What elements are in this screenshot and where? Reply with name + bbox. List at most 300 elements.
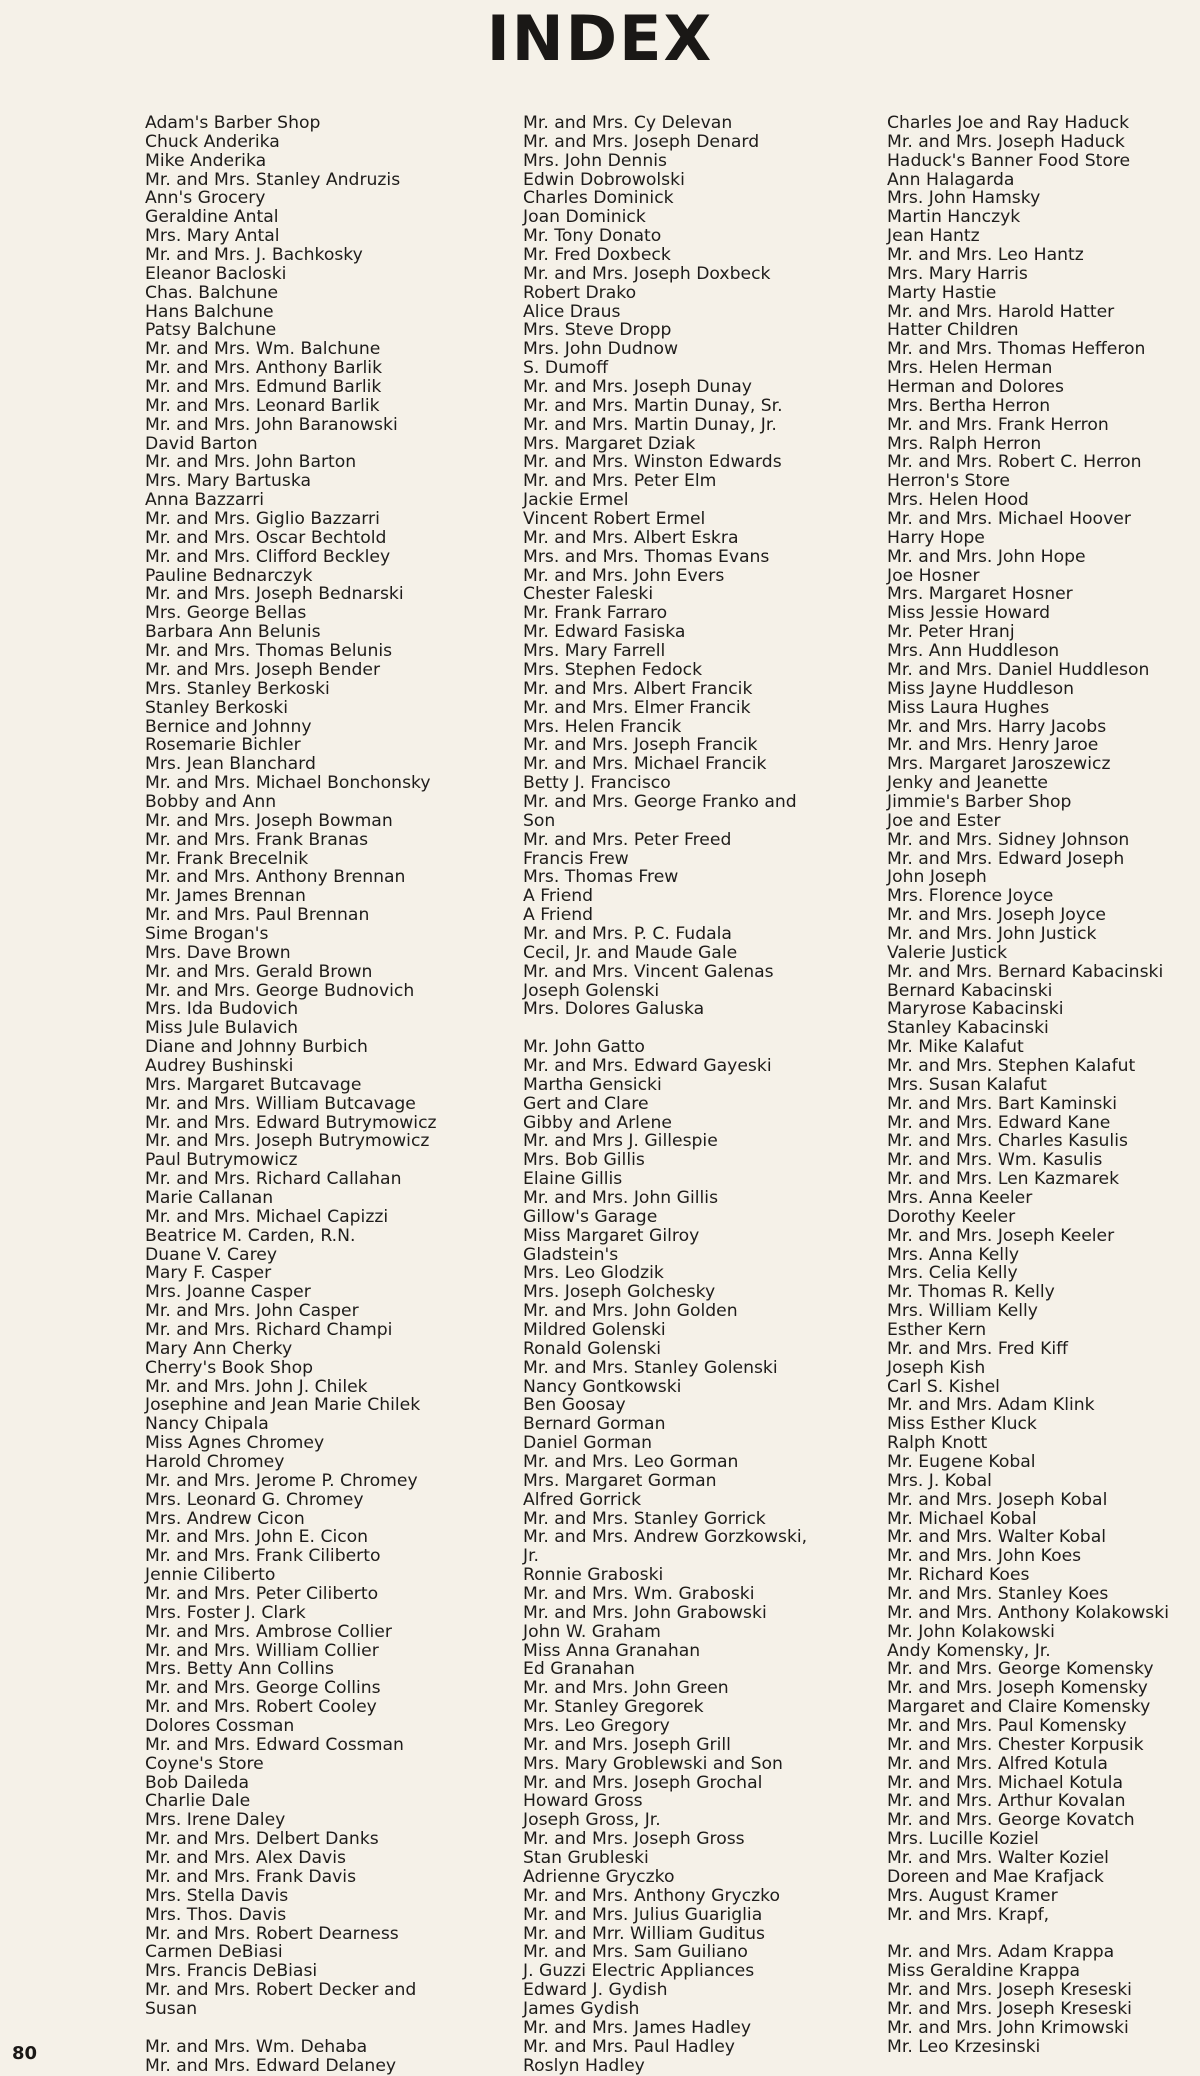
index-entry: John Joseph — [887, 867, 987, 888]
index-entry: Mr. and Mrs. Andrew Gorzkowski, — [523, 1527, 808, 1548]
index-entry: Mr. and Mrs. Michael Bonchonsky — [145, 773, 431, 794]
index-entry: Mr. Tony Donato — [523, 226, 662, 247]
index-entry: Mrs. John Hamsky — [887, 188, 1041, 209]
index-entry: Ronnie Graboski — [523, 1565, 664, 1586]
index-entry: Mr. and Mrs. Joseph Haduck — [887, 131, 1125, 152]
index-entry: Mr. and Mrr. William Guditus — [523, 1923, 765, 1944]
index-entry: Miss Jayne Huddleson — [887, 678, 1075, 699]
index-entry: Eleanor Bacloski — [145, 263, 287, 284]
index-entry: Mrs. John Dennis — [523, 150, 667, 171]
index-entry: Mr. and Mrs. J. Bachkosky — [145, 245, 363, 266]
index-entry: Chester Faleski — [523, 584, 654, 605]
index-entry: Mr. and Mrs. Robert Cooley — [145, 1697, 377, 1718]
index-entry: Gladstein's — [523, 1244, 619, 1265]
index-entry: Herman and Dolores — [887, 377, 1064, 398]
index-entry: Mrs. Margaret Butcavage — [145, 1074, 362, 1095]
index-entry: Mrs. Helen Francik — [523, 716, 682, 737]
index-entry: Mr. and Mrs. Joseph Grill — [523, 1734, 731, 1755]
index-entry: Susan — [145, 1998, 198, 2019]
index-entry: Mr. Mike Kalafut — [887, 1037, 1024, 1058]
index-entry: Mrs. Joanne Casper — [145, 1282, 311, 1303]
index-entry: Mr. and Mrs. Delbert Danks — [145, 1829, 379, 1850]
index-entry: Mr. and Mrs. Wm. Balchune — [145, 339, 381, 360]
index-entry: Stanley Berkoski — [145, 697, 289, 718]
index-entry: Mildred Golenski — [523, 1320, 666, 1340]
index-entry: Jimmie's Barber Shop — [887, 791, 1072, 812]
index-entry: Mrs. Stanley Berkoski — [145, 678, 330, 699]
index-entry: Mr. and Mrs. Len Kazmarek — [887, 1169, 1120, 1190]
index-entry: Joe Hosner — [887, 565, 980, 586]
index-entry: Mrs. Susan Kalafut — [887, 1074, 1047, 1095]
index-entry: Mrs. and Mrs. Thomas Evans — [523, 546, 770, 567]
index-entry: Mr. and Mrs. Sidney Johnson — [887, 829, 1130, 850]
index-entry: Maryrose Kabacinski — [887, 999, 1064, 1020]
index-entry: Mr. and Mrs. John Hope — [887, 546, 1086, 567]
index-entry: Mr. and Mrs. William Collier — [145, 1640, 379, 1661]
index-entry: Mr. and Mrs. Joseph Bednarski — [145, 584, 404, 605]
index-entry: Mr. and Mrs. Frank Davis — [145, 1866, 357, 1887]
index-entry: Mr. and Mrs. Giglio Bazzarri — [145, 509, 380, 530]
index-entry: Mr. and Mrs. Alfred Kotula — [887, 1753, 1108, 1774]
index-entry: Martha Gensicki — [523, 1074, 662, 1095]
index-entry: Mr. Thomas R. Kelly — [887, 1282, 1055, 1303]
index-entry: Mr. and Mrs. Wm. Graboski — [523, 1584, 755, 1605]
index-entry: Harold Chromey — [145, 1452, 285, 1473]
index-entry: Mr. and Mrs. Joseph Denard — [523, 131, 760, 152]
index-entry: Esther Kern — [887, 1320, 987, 1340]
index-entry: Pauline Bednarczyk — [145, 565, 313, 586]
index-entry: Charlie Dale — [145, 1791, 251, 1812]
index-entry: Mr. and Mrs. Frank Branas — [145, 829, 369, 850]
index-entry: Roslyn Hadley — [523, 2055, 645, 2076]
index-entry: Mr. and Mrs. George Collins — [145, 1678, 381, 1699]
index-entry: Mr. and Mrs. Bart Kaminski — [887, 1093, 1118, 1114]
index-entry: Mr. and Mrs. Martin Dunay, Sr. — [523, 395, 783, 416]
index-entry: Jennie Ciliberto — [145, 1565, 276, 1586]
index-entry: Mrs. Anna Keeler — [887, 1187, 1033, 1208]
index-entry: Mr. and Mrs. John Barton — [145, 452, 357, 473]
index-entry: Mr. and Mrs. Edmund Barlik — [145, 377, 382, 398]
index-entry: Robert Drako — [523, 282, 637, 303]
index-entry: Ralph Knott — [887, 1433, 988, 1454]
index-entry: Mr. and Mrs. Peter Ciliberto — [145, 1584, 379, 1605]
index-entry: Mr. and Mrs. Paul Komensky — [887, 1716, 1127, 1737]
index-entry: Josephine and Jean Marie Chilek — [145, 1395, 421, 1416]
index-entry: Chuck Anderika — [145, 131, 280, 152]
index-entry: Mr. and Mrs. Anthony Kolakowski — [887, 1602, 1169, 1623]
index-entry: Mrs. Lucille Koziel — [887, 1829, 1039, 1850]
index-entry: Mr. and Mrs. Anthony Barlik — [145, 358, 383, 379]
index-entry: Adrienne Gryczko — [523, 1866, 675, 1887]
index-entry: Mrs. August Kramer — [887, 1885, 1058, 1906]
index-entry: Diane and Johnny Burbich — [145, 1037, 368, 1058]
index-entry: Joe and Ester — [887, 810, 1001, 831]
index-entry: Mike Anderika — [145, 150, 267, 171]
index-entry: Mr. and Mrs. Edward Joseph — [887, 848, 1125, 869]
index-entry: Mr. and Mrs. Cy Delevan — [523, 113, 733, 133]
index-entry: Ronald Golenski — [523, 1338, 662, 1359]
index-entry: Alice Draus — [523, 301, 621, 322]
index-entry: Mrs. Leo Glodzik — [523, 1263, 664, 1284]
index-entry: Mr. and Mrs. Joseph Kreseski — [887, 1998, 1132, 2019]
index-entry: Mr. and Mrs. George Komensky — [887, 1659, 1154, 1680]
index-entry: Mrs. Mary Farrell — [523, 641, 666, 662]
index-entry: Patsy Balchune — [145, 320, 277, 341]
index-entry: Mr. and Mrs. Bernard Kabacinski — [887, 961, 1164, 982]
index-entry: Mr. Fred Doxbeck — [523, 245, 671, 266]
index-entry: Jean Hantz — [887, 226, 980, 247]
index-entry: Dolores Cossman — [145, 1716, 295, 1737]
index-entry: Mr. and Mrs. Joseph Butrymowicz — [145, 1131, 430, 1152]
index-entry: Ben Goosay — [523, 1395, 626, 1416]
index-entry: Mr. Peter Hranj — [887, 622, 1015, 643]
index-entry: Ed Granahan — [523, 1659, 635, 1680]
index-entry: Mary F. Casper — [145, 1263, 272, 1284]
page-title: INDEX — [486, 2, 714, 75]
index-entry: Mr. and Mrs. Edward Cossman — [145, 1734, 404, 1755]
index-entry: Mr. and Mrs. Chester Korpusik — [887, 1734, 1144, 1755]
index-entry: Mary Ann Cherky — [145, 1338, 293, 1359]
index-entry: Bernice and Johnny — [145, 716, 312, 737]
index-entry: Miss Jule Bulavich — [145, 1018, 299, 1039]
index-entry: Miss Esther Kluck — [887, 1414, 1037, 1435]
index-entry: Mr. and Mrs. Daniel Huddleson — [887, 659, 1150, 680]
index-entry: Mrs. Bertha Herron — [887, 395, 1051, 416]
index-entry: Mr. Richard Koes — [887, 1565, 1030, 1586]
index-entry: Mr. James Brennan — [145, 886, 306, 907]
index-entry: Mr. and Mrs. Richard Callahan — [145, 1169, 402, 1190]
index-entry: Mr. and Mrs. Michael Hoover — [887, 509, 1131, 530]
index-entry: Nancy Chipala — [145, 1414, 269, 1435]
index-entry: Mrs. J. Kobal — [887, 1470, 992, 1491]
index-entry: Mr. and Mrs. Stanley Golenski — [523, 1357, 778, 1378]
index-entry: Anna Bazzarri — [145, 490, 265, 511]
index-entry: Mr. and Mrs. John Evers — [523, 565, 725, 586]
index-entry: Stanley Kabacinski — [887, 1018, 1049, 1039]
index-entry: Mrs. Mary Harris — [887, 263, 1028, 284]
index-entry: Valerie Justick — [887, 942, 1008, 963]
index-entry: Mrs. Joseph Golchesky — [523, 1282, 716, 1303]
index-entry: Mr. and Mrs. Krapf, — [887, 1904, 1050, 1925]
index-entry: Mr. Leo Krzesinski — [887, 2036, 1041, 2057]
index-entry: Mr. and Mrs. Wm. Dehaba — [145, 2036, 368, 2057]
index-entry: Joseph Gross, Jr. — [523, 1810, 661, 1831]
index-entry: David Barton — [145, 433, 258, 454]
index-entry: Harry Hope — [887, 527, 985, 548]
index-entry: Mrs. John Dudnow — [523, 339, 679, 360]
index-entry: Ann's Grocery — [145, 188, 266, 209]
index-entry: Mr. and Mrs. Stanley Gorrick — [523, 1508, 766, 1529]
index-entry: Mr. and Mrs. William Butcavage — [145, 1093, 416, 1114]
index-entry: Mr. and Mrs. Walter Kobal — [887, 1527, 1107, 1548]
index-entry: Mr. and Mrs. John E. Cicon — [145, 1527, 369, 1548]
index-entry: Howard Gross — [523, 1791, 643, 1812]
index-entry: Mr. and Mrs. Joseph Francik — [523, 735, 758, 756]
index-entry: Mrs. Florence Joyce — [887, 886, 1054, 907]
index-entry: Mr. and Mrs. George Budnovich — [145, 980, 415, 1001]
index-entry: John W. Graham — [523, 1621, 661, 1642]
index-entry: Mr. and Mrs. Robert C. Herron — [887, 452, 1142, 473]
index-entry: Joseph Golenski — [523, 980, 660, 1001]
index-entry: Miss Jessie Howard — [887, 603, 1051, 624]
index-entry: Mr. and Mrs. Sam Guiliano — [523, 1942, 748, 1963]
index-entry: A Friend — [523, 905, 594, 926]
index-entry: Carl S. Kishel — [887, 1376, 1000, 1397]
index-entry: Mrs. Celia Kelly — [887, 1263, 1018, 1284]
index-entry: Mr. and Mrs. Joseph Keeler — [887, 1225, 1115, 1246]
index-entry: Mrs. Helen Herman — [887, 358, 1053, 379]
index-entry: Mr. and Mrs. John Green — [523, 1678, 729, 1699]
index-entry: Mrs. Ida Budovich — [145, 999, 299, 1020]
index-entry: Mr. and Mrs. Stanley Andruzis — [145, 169, 401, 190]
index-entry: Jackie Ermel — [523, 490, 629, 511]
index-entry: Mr. and Mrs. John Grabowski — [523, 1602, 767, 1623]
index-entry: Mrs. Mary Bartuska — [145, 471, 312, 492]
index-entry: Son — [523, 810, 556, 831]
index-entry: Mr. and Mrs. Harold Hatter — [887, 301, 1115, 322]
index-entry: Mr. and Mrs. Clifford Beckley — [145, 546, 391, 567]
index-entry: Mr. and Mrs. Albert Eskra — [523, 527, 739, 548]
index-entry: Mrs. William Kelly — [887, 1301, 1038, 1322]
index-entry: Mr. and Mrs. Leo Hantz — [887, 245, 1084, 266]
index-entry: Mr. and Mrs. Frank Ciliberto — [145, 1546, 381, 1567]
index-entry: Mr. and Mrs. Peter Elm — [523, 471, 717, 492]
index-entry: Mr. and Mrs. Albert Francik — [523, 678, 753, 699]
index-entry: Mr. and Mrs. Paul Brennan — [145, 905, 370, 926]
index-entry: Miss Agnes Chromey — [145, 1433, 325, 1454]
index-entry: Hans Balchune — [145, 301, 274, 322]
index-column-3 — [887, 114, 1200, 2057]
index-entry: Herron's Store — [887, 471, 1010, 492]
index-entry: Mr. and Mrs. P. C. Fudala — [523, 923, 732, 944]
index-entry: Mrs. Dolores Galuska — [523, 999, 705, 1020]
index-entry: Mrs. Ann Huddleson — [887, 641, 1060, 662]
index-entry: Martin Hanczyk — [887, 207, 1021, 228]
index-entry: Stan Grubleski — [523, 1848, 649, 1869]
index-entry: Mr. and Mrs. Joseph Bowman — [145, 810, 393, 831]
index-entry: Miss Margaret Gilroy — [523, 1225, 700, 1246]
index-entry: Rosemarie Bichler — [145, 735, 301, 756]
index-entry: Cecil, Jr. and Maude Gale — [523, 942, 738, 963]
index-entry: Mr. and Mrs. Joseph Bender — [145, 659, 381, 680]
index-entry: Mrs. Mary Antal — [145, 226, 280, 247]
index-entry: Mr. Michael Kobal — [887, 1508, 1037, 1529]
index-entry: Bobby and Ann — [145, 791, 277, 812]
index-entry: Mrs. Dave Brown — [145, 942, 291, 963]
index-entry: Jenky and Jeanette — [887, 773, 1049, 794]
index-entry: Mr. and Mrs. John Justick — [887, 923, 1097, 944]
index-entry: Geraldine Antal — [145, 207, 279, 228]
index-entry: Mrs. Francis DeBiasi — [145, 1961, 318, 1982]
index-entry: Mrs. Thos. Davis — [145, 1904, 287, 1925]
index-entry: Mrs. Helen Hood — [887, 490, 1029, 511]
index-entry: Mr. and Mrs. Anthony Gryczko — [523, 1885, 781, 1906]
index-entry: Joan Dominick — [523, 207, 646, 228]
index-entry: Mrs. Leonard G. Chromey — [145, 1489, 364, 1510]
index-entry: Mr. and Mrs. Joseph Komensky — [887, 1678, 1148, 1699]
page-number: 80 — [12, 2043, 38, 2064]
index-entry: S. Dumoff — [523, 358, 609, 379]
index-entry: Bob Daileda — [145, 1772, 250, 1793]
index-entry: Mr. and Mrs. Frank Herron — [887, 414, 1109, 435]
index-entry: Ann Halagarda — [887, 169, 1015, 190]
index-entry: Mr. and Mrs. Thomas Hefferon — [887, 339, 1146, 360]
index-entry: Mr. and Mrs. Elmer Francik — [523, 697, 751, 718]
index-entry: Mr. and Mrs. Robert Dearness — [145, 1923, 399, 1944]
index-entry: Mr. and Mrs. Fred Kiff — [887, 1338, 1068, 1359]
index-entry: Mr. and Mrs. John Gillis — [523, 1187, 719, 1208]
index-entry: Mr. and Mrs. John Casper — [145, 1301, 359, 1322]
index-entry: Gibby and Arlene — [523, 1112, 672, 1133]
index-entry: Mr. Stanley Gregorek — [523, 1697, 704, 1718]
index-entry: Mr. John Gatto — [523, 1037, 645, 1058]
index-entry — [523, 1019, 903, 1038]
index-entry: Mrs. Thomas Frew — [523, 867, 679, 888]
index-entry: Mrs. Irene Daley — [145, 1810, 286, 1831]
index-entry: Mr. and Mrs. Ambrose Collier — [145, 1621, 392, 1642]
index-entry: Mr. and Mrs. Walter Koziel — [887, 1848, 1109, 1869]
index-entry: Betty J. Francisco — [523, 773, 671, 794]
index-entry: Mr. and Mrs. Paul Hadley — [523, 2036, 735, 2057]
index-entry: Mr. and Mrs. Michael Kotula — [887, 1772, 1123, 1793]
index-entry: Marie Callanan — [145, 1187, 274, 1208]
index-entry: Mr. and Mrs. Henry Jaroe — [887, 735, 1099, 756]
index-entry: A Friend — [523, 886, 594, 907]
index-entry: Mrs. Anna Kelly — [887, 1244, 1020, 1265]
index-entry: Mr. and Mrs. Joseph Kobal — [887, 1489, 1108, 1510]
index-entry: J. Guzzi Electric Appliances — [523, 1961, 755, 1982]
index-entry: Sime Brogan's — [145, 923, 269, 944]
index-entry — [887, 1925, 1200, 1944]
index-entry: Mr. and Mrs. George Franko and — [523, 791, 797, 812]
index-entry: Mr. Edward Fasiska — [523, 622, 686, 643]
index-entry: Nancy Gontkowski — [523, 1376, 682, 1397]
index-entry: Chas. Balchune — [145, 282, 279, 303]
index-entry: Mrs. Foster J. Clark — [145, 1602, 306, 1623]
index-entry: Carmen DeBiasi — [145, 1942, 283, 1963]
index-entry: Jr. — [523, 1546, 540, 1567]
index-entry: Mr. and Mrs. Richard Champi — [145, 1320, 393, 1340]
index-entry: Marty Hastie — [887, 282, 997, 303]
index-entry: Paul Butrymowicz — [145, 1150, 298, 1171]
index-entry: Mr. and Mrs. Joseph Grochal — [523, 1772, 763, 1793]
index-entry: Gillow's Garage — [523, 1206, 658, 1227]
index-entry: Mrs. Jean Blanchard — [145, 754, 316, 775]
index-entry: Mr. and Mrs. Leo Gorman — [523, 1452, 739, 1473]
index-entry: Miss Laura Hughes — [887, 697, 1050, 718]
index-entry: Miss Geraldine Krappa — [887, 1961, 1081, 1982]
index-entry: Mrs. Margaret Jaroszewicz — [887, 754, 1111, 775]
index-entry: Mr. and Mrs. Robert Decker and — [145, 1980, 417, 2001]
index-entry: Mr. and Mrs. George Kovatch — [887, 1810, 1135, 1831]
index-entry: Vincent Robert Ermel — [523, 509, 706, 530]
index-entry: Andy Komensky, Jr. — [887, 1640, 1051, 1661]
index-entry: Mr. and Mrs. Michael Francik — [523, 754, 767, 775]
index-entry: Mrs. Ralph Herron — [887, 433, 1042, 454]
index-entry: Bernard Gorman — [523, 1414, 666, 1435]
index-entry: Mr. and Mrs. John Baranowski — [145, 414, 398, 435]
index-entry: Mr. and Mrs. John Koes — [887, 1546, 1082, 1567]
index-entry: Mr. John Kolakowski — [887, 1621, 1055, 1642]
index-entry: Gert and Clare — [523, 1093, 649, 1114]
index-entry: Mr. and Mrs. Julius Guariglia — [523, 1904, 763, 1925]
index-entry: Francis Frew — [523, 848, 629, 869]
index-entry: Mrs. Margaret Dziak — [523, 433, 696, 454]
index-entry: Mr. and Mrs. John J. Chilek — [145, 1376, 368, 1397]
index-entry: Mr. and Mrs. Thomas Belunis — [145, 641, 393, 662]
index-entry: Mr. and Mrs. Adam Klink — [887, 1395, 1095, 1416]
index-entry: Mr. and Mrs. Edward Gayeski — [523, 1055, 772, 1076]
index-entry: Mr. and Mrs. Peter Freed — [523, 829, 732, 850]
index-entry: Daniel Gorman — [523, 1433, 653, 1454]
index-entry: Mr. and Mrs. Martin Dunay, Jr. — [523, 414, 777, 435]
index-column-2 — [523, 114, 903, 2075]
index-entry: Elaine Gillis — [523, 1169, 623, 1190]
index-entry: Mr. and Mrs. Leonard Barlik — [145, 395, 380, 416]
index-entry: Mr. and Mrs. Adam Krappa — [887, 1942, 1115, 1963]
index-entry: Mr. and Mrs. Jerome P. Chromey — [145, 1470, 418, 1491]
index-entry: Mrs. Margaret Hosner — [887, 584, 1073, 605]
index-entry: Cherry's Book Shop — [145, 1357, 314, 1378]
index-entry: Mrs. Stella Davis — [145, 1885, 289, 1906]
index-entry: Mr. and Mrs. Oscar Bechtold — [145, 527, 387, 548]
index-entry: Bernard Kabacinski — [887, 980, 1053, 1001]
index-entry: Mr. and Mrs. Joseph Kreseski — [887, 1980, 1132, 2001]
index-entry: Mr. and Mrs. Arthur Kovalan — [887, 1791, 1126, 1812]
index-entry: Mr. and Mrs. Harry Jacobs — [887, 716, 1107, 737]
index-entry: Mr. and Mrs. Winston Edwards — [523, 452, 782, 473]
index-entry: Edward J. Gydish — [523, 1980, 668, 2001]
index-entry: Mrs. Andrew Cicon — [145, 1508, 305, 1529]
index-entry: Mr. and Mrs. Vincent Galenas — [523, 961, 774, 982]
index-entry: Mr. and Mrs. Edward Delaney — [145, 2055, 397, 2076]
index-entry: Dorothy Keeler — [887, 1206, 1016, 1227]
index-entry: Mr. and Mrs. Edward Butrymowicz — [145, 1112, 437, 1133]
index-entry: Barbara Ann Belunis — [145, 622, 321, 643]
index-entry: Alfred Gorrick — [523, 1489, 642, 1510]
index-entry — [145, 2019, 525, 2038]
index-entry: Mr. and Mrs. Stephen Kalafut — [887, 1055, 1136, 1076]
index-entry: Miss Anna Granahan — [523, 1640, 701, 1661]
index-entry: Haduck's Banner Food Store — [887, 150, 1131, 171]
index-entry: Coyne's Store — [145, 1753, 264, 1774]
index-entry: Charles Joe and Ray Haduck — [887, 113, 1130, 133]
index-entry: Mr. and Mrs. Joseph Doxbeck — [523, 263, 771, 284]
index-entry: Mr. and Mrs. Joseph Gross — [523, 1829, 745, 1850]
index-entry: Mr. and Mrs. James Hadley — [523, 2017, 752, 2038]
index-entry: Mrs. Leo Gregory — [523, 1716, 670, 1737]
index-entry: Mr. and Mrs. Stanley Koes — [887, 1584, 1109, 1605]
index-entry: Joseph Kish — [887, 1357, 986, 1378]
index-entry: Mr. and Mrs. Edward Kane — [887, 1112, 1111, 1133]
index-entry: Mr. and Mrs. Alex Davis — [145, 1848, 346, 1869]
index-entry: Mr. Frank Farraro — [523, 603, 668, 624]
index-entry: Mr. and Mrs. Gerald Brown — [145, 961, 373, 982]
index-entry: Duane V. Carey — [145, 1244, 278, 1265]
index-column-1 — [145, 114, 525, 2075]
index-entry: Mr. and Mrs. Anthony Brennan — [145, 867, 406, 888]
index-entry: Edwin Dobrowolski — [523, 169, 685, 190]
index-entry: James Gydish — [523, 1998, 640, 2019]
index-entry: Beatrice M. Carden, R.N. — [145, 1225, 356, 1246]
index-entry: Mr. Frank Brecelnik — [145, 848, 309, 869]
index-entry: Mrs. George Bellas — [145, 603, 307, 624]
index-entry: Hatter Children — [887, 320, 1019, 341]
index-entry: Audrey Bushinski — [145, 1055, 294, 1076]
index-entry: Mr. and Mrs J. Gillespie — [523, 1131, 718, 1152]
index-entry: Mrs. Stephen Fedock — [523, 659, 703, 680]
index-entry: Mr. Eugene Kobal — [887, 1452, 1036, 1473]
